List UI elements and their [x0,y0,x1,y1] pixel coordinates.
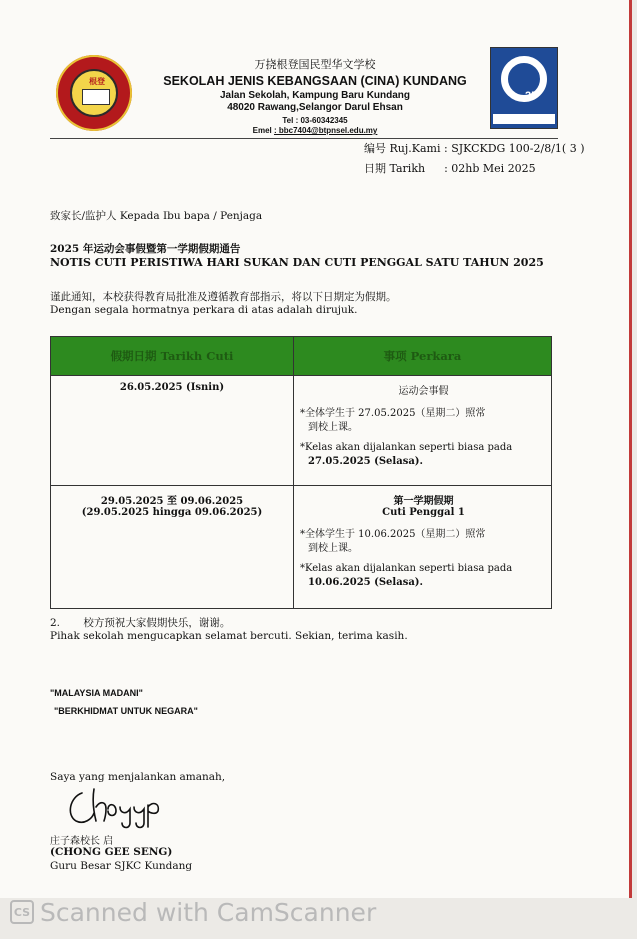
school-email [140,126,490,135]
notice-title-chinese: 2025 年运动会事假暨第一学期假期通告 [50,243,241,255]
slogan-berkhidmat: "BERKHIDMAT UNTUK NEGARA" [54,706,198,716]
holiday-item-chinese: 运动会事假 [398,386,449,397]
salutation: 致家长/监护人 Kepada Ibu bapa / Penjaga [50,210,263,222]
reference-label: 编号 Ruj.Kami [364,142,441,155]
email-label: Emel [252,126,272,135]
signatory-title: Guru Besar SJKC Kundang [50,860,193,872]
table-row [51,376,552,486]
holiday-item: Cuti Penggal 1 [382,507,465,518]
school-telephone [140,116,490,125]
note-chinese-line-1: *全体学生于 27.05.2025（星期二）照常 [300,408,486,419]
date-value: : 02hb Mei 2025 [444,162,536,175]
tel-label: Tel [282,116,294,125]
camscanner-icon: CS [10,900,34,924]
table-cell-item [294,486,552,609]
school-name: SEKOLAH JENIS KEBANGSAAN (CINA) KUNDANG [163,74,467,88]
school-name-chinese: 万挠根登国民型华文学校 [254,58,376,71]
column-header-date: 假期日期 Tarikh Cuti [51,337,294,376]
signatory-name-chinese: 庄子森校长 启 [50,836,114,847]
signatory-name: (CHONG GEE SENG) [50,846,173,858]
note-chinese [300,407,547,435]
reference-value: : SJKCKDG 100-2/8/1( 3 ) [444,142,585,155]
date-label: 日期 Tarikh [364,162,426,175]
closing-text: Pihak sekolah mengucapkan selamat bercuti. Sekian, terima kasih. [50,630,408,642]
closing-chinese: 2. 校方预祝大家假期快乐，谢谢。 [50,617,231,629]
anniversary-logo: 25 [490,47,558,129]
school-address [140,90,490,114]
table-row [51,486,552,609]
note-malay [300,562,547,590]
school-logo: 根登 [56,55,132,131]
note-malay-line-1: *Kelas akan dijalankan seperti biasa pada [300,563,513,574]
letter-date [364,160,536,176]
email-value: : bbc7404@btpnsel.edu.my [273,126,378,135]
note-malay-line-2: 27.05.2025 (Selasa). [308,456,424,467]
table-header-row [51,337,552,376]
note-malay-line-2: 10.06.2025 (Selasa). [308,577,424,588]
table-cell-date [51,376,294,486]
note-chinese-line-2: 到校上课。 [308,422,358,433]
holiday-date: 29.05.2025 至 09.06.2025 [100,496,244,507]
handwritten-signature [64,783,174,831]
holiday-date: 26.05.2025 (Isnin) [119,382,225,393]
slogan-madani: "MALAYSIA MADANI" [50,688,143,698]
note-chinese-line-2: 到校上课。 [308,543,358,554]
body-text-chinese: 谨此通知，本校获得教育局批准及遵循教育部指示，将以下日期定为假期。 [50,291,397,303]
signature-intro: Saya yang menjalankan amanah, [50,771,226,783]
holiday-table [50,336,552,609]
header-divider [50,138,558,139]
column-header-item: 事项 Perkara [294,337,552,376]
body-text: Dengan segala hormatnya perkara di atas adalah dirujuk. [50,304,358,316]
tel-value: : 03-60342345 [295,116,348,125]
holiday-item-chinese: 第一学期假期 [393,496,454,507]
note-malay [300,441,547,469]
reference-number [364,140,585,156]
table-cell-item [294,376,552,486]
table-cell-date [51,486,294,609]
address-line-1: Jalan Sekolah, Kampung Baru Kundang [219,90,411,101]
note-chinese [300,528,547,556]
camscanner-watermark [10,897,376,927]
note-chinese-line-1: *全体学生于 10.06.2025（星期二）照常 [300,529,486,540]
camscanner-text: Scanned with CamScanner [40,897,377,927]
notice-title: NOTIS CUTI PERISTIWA HARI SUKAN DAN CUTI PENGGAL SATU TAHUN 2025 [50,256,544,269]
holiday-date-alt: (29.05.2025 hingga 09.06.2025) [81,507,263,518]
note-malay-line-1: *Kelas akan dijalankan seperti biasa pada [300,442,513,453]
address-line-2: 48020 Rawang,Selangor Darul Ehsan [227,102,403,113]
